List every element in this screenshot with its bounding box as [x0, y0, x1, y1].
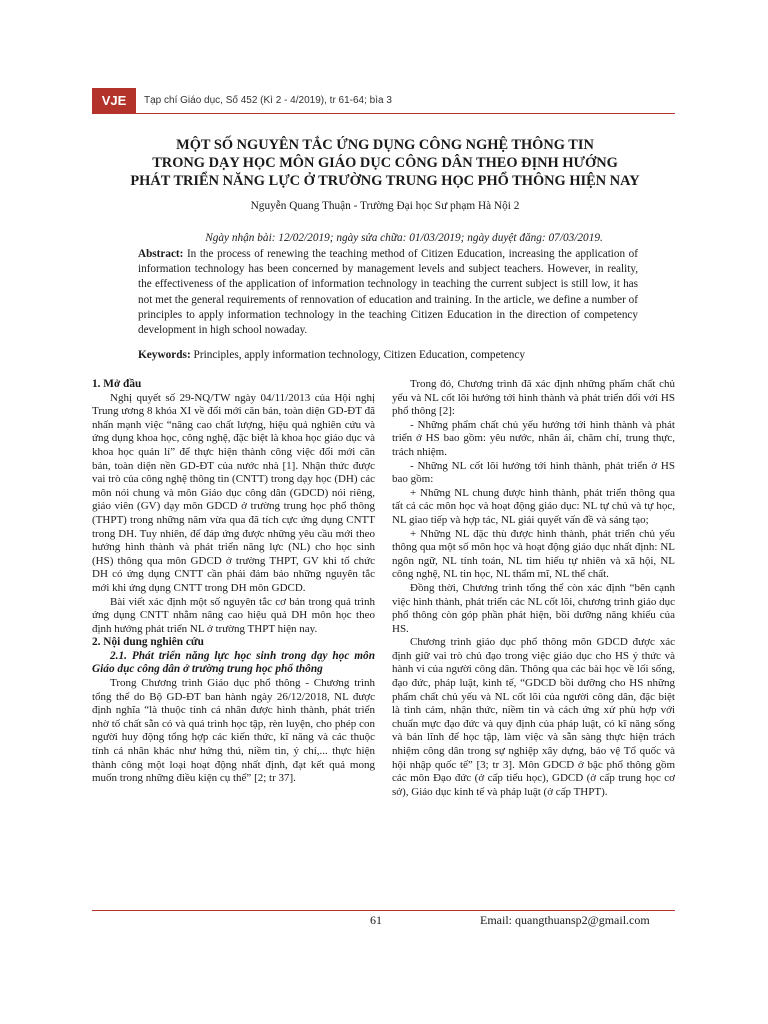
author-email: Email: quangthuansp2@gmail.com	[480, 913, 650, 927]
paragraph: Trong Chương trình Giáo dục phổ thông - Chương trình tổng thể do Bộ GD-ĐT ban hành ngày 26/12/2018, NL được định nghĩa “là thuộc tính cá nhân được hình thành, phát triển nhờ tố chất sẵn có và quá trình học tập, rèn luyện, cho phép con người huy động tổng hợp các kiến thức, kĩ năng và các thuộc tính cá nhân khác như hứng thú, niềm tin, ý chí,... thực hiện thành công một loại hoạt động nhất định, đạt kết quả mong muốn trong những điều kiện cụ thể” [2; tr 37].	[92, 677, 375, 785]
keywords-label: Keywords:	[138, 349, 191, 361]
right-column	[392, 378, 675, 799]
paragraph: Nghị quyết số 29-NQ/TW ngày 04/11/2013 của Hội nghị Trung ương 8 khóa XI về đổi mới căn bản, toàn diện GD-ĐT đã nhấn mạnh việc “nâng cao chất lượng, hiệu quả nghiên cứu và ứng dụng khoa học, công nghệ, đặc biệt là khoa học giáo dục và khoa học quản lí” để thực hiện thành công việc đổi mới căn bản, toàn diện nền GD-ĐT của nước nhà [1]. Nhận thức được vai trò của công nghệ thông tin (CNTT) trong dạy học (DH) các môn nói chung và môn Giáo dục công dân (GDCD) nói riêng, giáo viên (GV) dạy môn GDCD ở trường trung học phổ thông (THPT) trong những năm vừa qua đã tích cực ứng dụng CNTT trong DH. Tuy nhiên, để đáp ứng được những yêu cầu mới theo hướng hình thành và phát triển năng lực (NL) cho học sinh (HS) thông qua môn GDCD ở trường THPT, GV khi tổ chức DH có ứng dụng CNTT cần phải đảm bảo những nguyên tắc mới khi ứng dụng CNTT trong DH môn GDCD.	[92, 391, 375, 594]
title-line-1: MỘT SỐ NGUYÊN TẮC ỨNG DỤNG CÔNG NGHỆ THÔNG TIN	[176, 137, 594, 153]
footer-divider	[92, 910, 675, 911]
article-title	[100, 136, 670, 190]
paragraph: - Những NL cốt lõi hướng tới hình thành, phát triển ở HS bao gồm:	[392, 459, 675, 486]
paragraph: Bài viết xác định một số nguyên tắc cơ bản trong quá trình ứng dụng CNTT nhằm nâng cao hiệu quả DH môn học theo định hướng phát triển NL ở trường THPT hiện nay.	[92, 595, 375, 635]
page-number: 61	[370, 913, 382, 927]
author-line: Nguyễn Quang Thuận - Trường Đại học Sư phạm Hà Nội 2	[250, 200, 520, 212]
abstract	[138, 247, 638, 338]
paragraph: Trong đó, Chương trình đã xác định những phẩm chất chủ yếu và NL cốt lõi hướng tới hình thành và phát triển đối với HS phổ thông [2]:	[392, 378, 675, 418]
paragraph: Đồng thời, Chương trình tổng thể còn xác định “bên cạnh việc hình thành, phát triển các NL cốt lõi, chương trình giáo dục phổ thông còn góp phần phát hiện, bồi dưỡng năng khiếu của HS.	[392, 581, 675, 635]
paragraph: - Những phẩm chất chủ yếu hướng tới hình thành và phát triển ở HS bao gồm: yêu nước, nhân ái, chăm chỉ, trung thực, trách nhiệm.	[392, 418, 675, 458]
section-heading-intro: 1. Mở đầu	[92, 378, 142, 390]
title-line-3: PHÁT TRIỂN NĂNG LỰC Ở TRƯỜNG TRUNG HỌC PHỔ THÔNG HIỆN NAY	[130, 173, 640, 189]
submission-dates: Ngày nhận bài: 12/02/2019; ngày sửa chữa: 01/03/2019; ngày duyệt đăng: 07/03/2019.	[205, 232, 603, 244]
title-line-2: TRONG DẠY HỌC MÔN GIÁO DỤC CÔNG DÂN THEO ĐỊNH HƯỚNG	[152, 155, 618, 171]
left-column	[92, 378, 375, 786]
section-heading-content: 2. Nội dung nghiên cứu	[92, 636, 204, 649]
paragraph: Chương trình giáo dục phổ thông môn GDCD được xác định giữ vai trò chủ đạo trong việc giáo dục cho HS ý thức và hành vi của người công dân. Thông qua các bài học về lối sống, đạo đức, pháp luật, kinh tế, “GDCD bồi dưỡng cho HS những phẩm chất chủ yếu và NL cốt lõi của người công dân, đặc biệt là tình cảm, nhận thức, niềm tin và cách ứng xử phù hợp với chuẩn mực đạo đức và quy định của pháp luật, có kĩ năng sống và bản lĩnh để học tập, làm việc và sẵn sàng thực hiện trách nhiệm công dân trong sự nghiệp xây dựng, bảo vệ Tổ quốc và hội nhập quốc tế” [3; tr 3]. Môn GDCD ở bậc phổ thông gồm các môn Đạo đức (ở cấp tiểu học), GDCD (ở cấp trung học cơ sở), Giáo dục kinh tế và pháp luật (ở cấp THPT).	[392, 636, 675, 798]
journal-logo: VJE	[92, 88, 136, 114]
paragraph: + Những NL chung được hình thành, phát triển thông qua tất cả các môn học và hoạt động giáo dục: NL tự chủ và tự học, NL giao tiếp và hợp tác, NL giải quyết vấn đề và sáng tạo;	[392, 486, 675, 526]
keywords-text: Principles, apply information technology, Citizen Education, competency	[193, 349, 526, 361]
abstract-text: In the process of renewing the teaching method of Citizen Education, increasing the application of information technology has been concerned by management levels and subject teachers. However, in reality, the effectiveness of the application of information technology in teaching the current subject is still low, it has not met the general requirements of rennovation of education and training. In the article, we define a number of principles to apply information technology in the teaching Citizen Education in the direction of competency development in high school nowaday.	[138, 248, 638, 337]
abstract-label: Abstract:	[138, 248, 184, 260]
keywords	[138, 348, 638, 363]
paragraph: + Những NL đặc thù được hình thành, phát triển chủ yếu thông qua một số môn học và hoạt động giáo dục nhất định: NL ngôn ngữ, NL tính toán, NL tìm hiểu tự nhiên và xã hội, NL công nghệ, NL tin học, NL thẩm mĩ, NL thể chất.	[392, 527, 675, 581]
subsection-heading: 2.1. Phát triển năng lực học sinh trong dạy học môn Giáo dục công dân ở trường trung học phổ thông	[92, 649, 375, 676]
journal-header	[92, 88, 675, 114]
journal-citation: Tạp chí Giáo dục, Số 452 (Kì 2 - 4/2019), tr 61-64; bìa 3	[144, 95, 392, 106]
header-divider	[92, 113, 675, 114]
